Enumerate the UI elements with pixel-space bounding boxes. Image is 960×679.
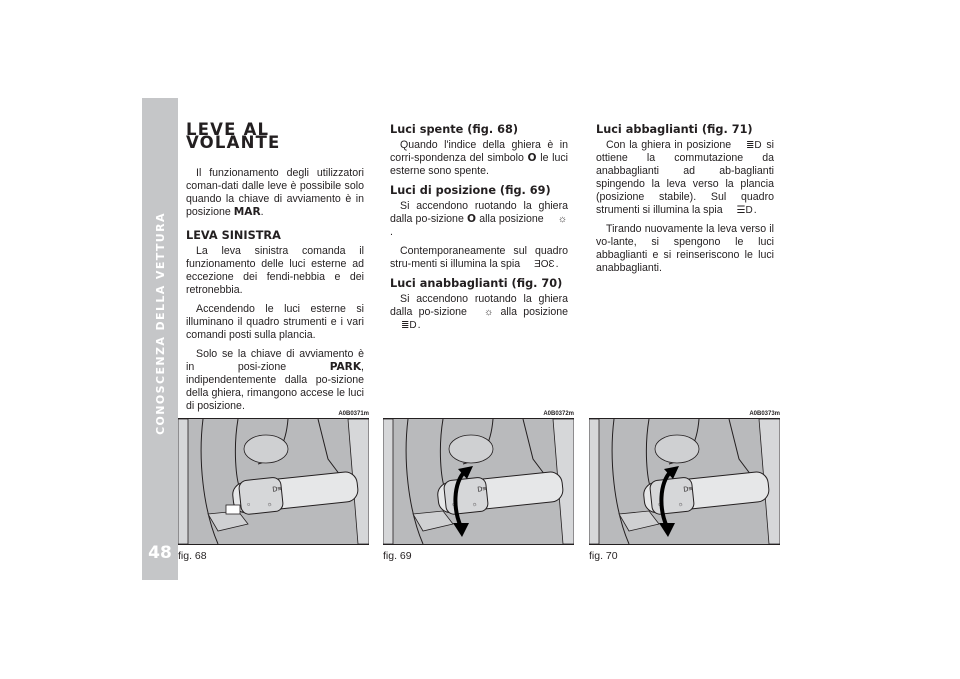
column-1 (186, 120, 364, 419)
heading-position-lights: Luci di posizione (fig. 69) (390, 184, 551, 197)
high-beam-icon: ☰D (736, 205, 753, 216)
svg-text:○: ○ (451, 502, 456, 509)
column-2 (390, 120, 568, 338)
paragraph: La leva sinistra comanda il funzionamento delle luci esterne ad eccezione dei fendi-nebbia e dei retronebbia. (186, 245, 364, 296)
svg-text:D≡: D≡ (477, 485, 487, 494)
paragraph: Con la ghiera in posizione ≣D si ottiene la commutazione da anabbaglianti ad ab-baglianti spingendo la leva verso la plancia (posizione stabile). Sul quadro strumenti si illumina la spia ☰D. (596, 139, 774, 216)
paragraph: Si accendono ruotando la ghiera dalla po-sizione ☼ alla posizione ≣D. (390, 293, 568, 331)
figure-code: A0B0373m (749, 411, 780, 417)
lever-illustration (178, 418, 369, 545)
figure-caption: fig. 69 (383, 550, 412, 562)
paragraph: Solo se la chiave di avviamento è in posi-zione PARK, indipendentemente dalla po-sizione della ghiera, rimangono accese le luci di posizione. (186, 348, 364, 412)
lever-illustration (383, 418, 574, 545)
heading-lights-off: Luci spente (fig. 68) (390, 123, 518, 136)
svg-text:○: ○ (657, 502, 662, 509)
svg-text:D≡: D≡ (272, 485, 282, 494)
figure-caption: fig. 70 (589, 550, 618, 562)
heading-high-beam: Luci abbaglianti (fig. 71) (596, 123, 753, 136)
figure-68 (178, 410, 369, 562)
svg-text:☼: ☼ (471, 501, 478, 509)
paragraph: Quando l'indice della ghiera è in corri-spondenza del simbolo O le luci esterne sono spente. (390, 139, 568, 177)
figure-code: A0B0371m (338, 411, 369, 417)
intro-paragraph: Il funzionamento degli utilizzatori coman-dati dalle leve è possibile solo quando la chiave di avviamento è in posizione MAR. (186, 167, 364, 218)
low-beam-icon: ≣D (745, 140, 762, 151)
paragraph: Accendendo le luci esterne si illuminano il quadro strumenti e i vari comandi posti sulla plancia. (186, 303, 364, 341)
paragraph: Contemporaneamente sul quadro stru-menti si illumina la spia ƎOƐ. (390, 245, 568, 270)
figure-caption: fig. 68 (178, 550, 207, 562)
paragraph: Si accendono ruotando la ghiera dalla po-sizione O alla posizione ☼. (390, 200, 568, 238)
paragraph: Tirando nuovamente la leva verso il vo-lante, si spengono le luci abbaglianti e si reinseriscono le luci anabbaglianti. (596, 223, 774, 274)
section-label: CONOSCENZA DELLA VETTURA (153, 211, 167, 435)
page-number: 48 (148, 543, 172, 563)
heading-low-beam: Luci anabbaglianti (fig. 70) (390, 277, 563, 290)
lever-illustration (589, 418, 780, 545)
figure-code: A0B0372m (543, 411, 574, 417)
position-light-icon: ☼ (557, 214, 567, 225)
svg-text:☼: ☼ (266, 501, 273, 509)
column-3 (596, 120, 774, 281)
figure-69 (383, 410, 574, 562)
section-heading-left-lever: LEVA SINISTRA (186, 229, 281, 242)
side-lights-warning-icon: ƎOƐ (534, 259, 555, 270)
page-title: LEVE AL VOLANTE (186, 120, 281, 152)
svg-text:○: ○ (246, 502, 251, 509)
svg-text:☼: ☼ (677, 501, 684, 509)
figure-70 (589, 410, 780, 562)
position-light-icon: ☼ (484, 307, 494, 318)
svg-text:D≡: D≡ (683, 485, 693, 494)
low-beam-icon: ≣D (401, 320, 417, 331)
